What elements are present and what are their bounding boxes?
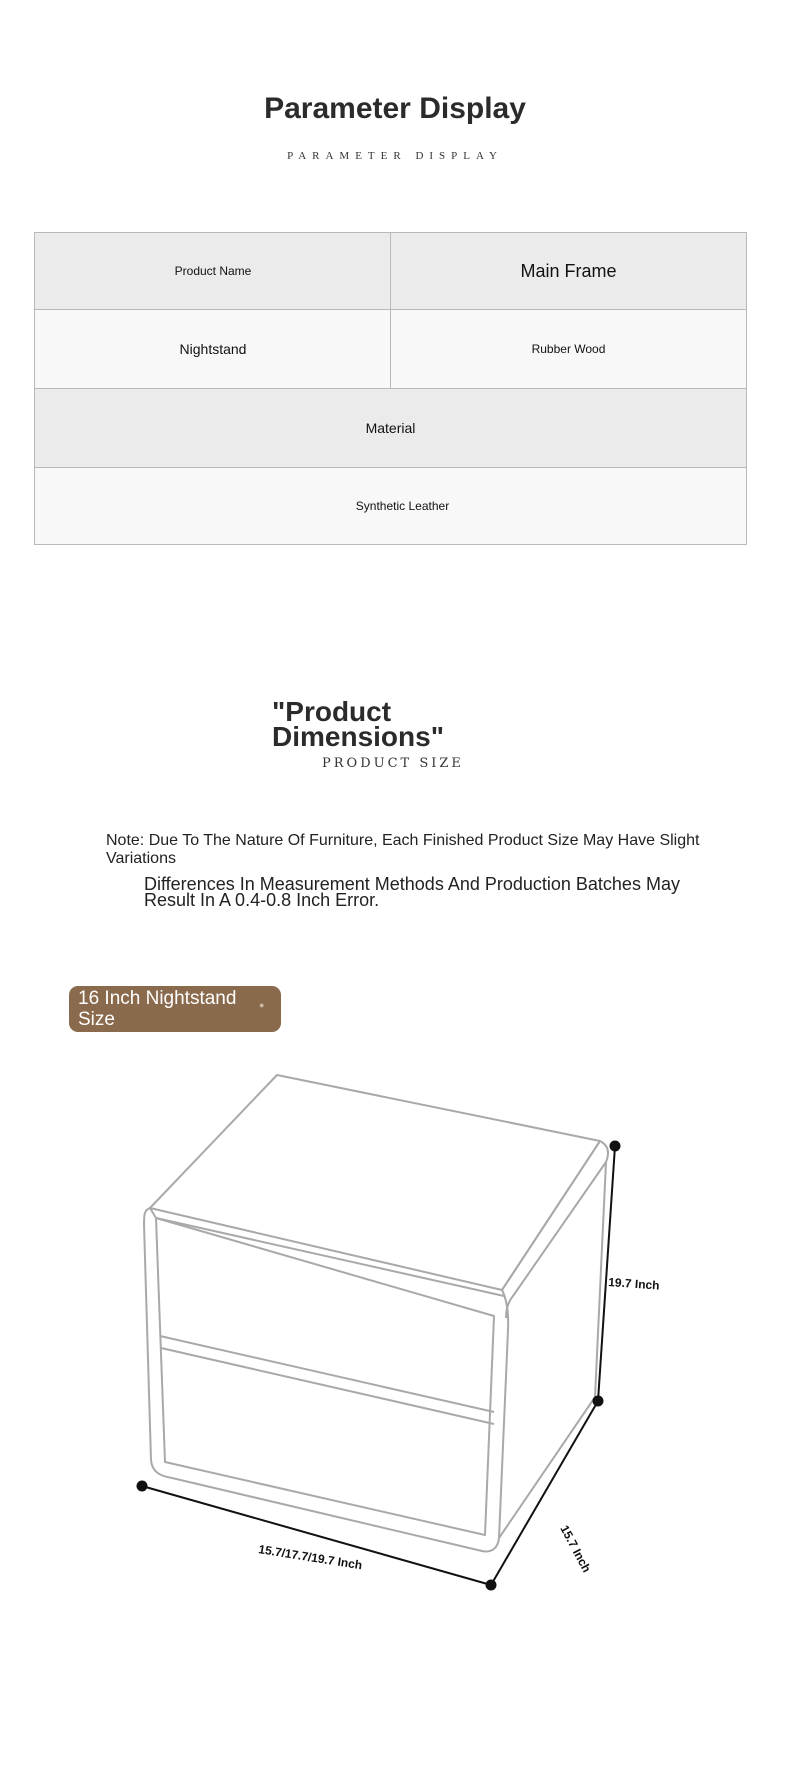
table-cell-product-name-label: Product Name <box>35 233 391 309</box>
parameter-table <box>34 232 747 545</box>
furniture-size-note: Note: Due To The Nature Of Furniture, Each Finished Product Size May Have Slight Variations <box>106 832 700 867</box>
table-cell-material-value: Synthetic Leather <box>35 468 746 544</box>
dimension-endpoint-dot <box>486 1580 497 1591</box>
parameter-display-subtitle: PARAMETER DISPLAY <box>287 150 503 162</box>
nightstand-front-inner <box>156 1218 494 1535</box>
nightstand-top <box>150 1075 600 1290</box>
drawer-divider-lower <box>161 1348 494 1424</box>
parameter-display-title: Parameter Display <box>264 92 526 125</box>
size-badge-label: 16 Inch Nightstand Size <box>78 988 237 1030</box>
nightstand-side-front <box>506 1141 608 1318</box>
dimension-endpoints <box>137 1141 621 1591</box>
width-dimension-line <box>142 1486 491 1585</box>
table-cell-main-frame-value: Rubber Wood <box>391 310 746 388</box>
dimension-lines <box>142 1146 615 1585</box>
product-dimensions-title: "Product Dimensions" <box>272 696 444 752</box>
nightstand-outline <box>144 1075 608 1551</box>
dimension-endpoint-dot <box>137 1481 148 1492</box>
dimension-endpoint-dot <box>593 1396 604 1407</box>
nightstand-front-outer <box>144 1208 508 1551</box>
nightstand-dimension-diagram <box>0 1060 790 1620</box>
height-dimension-label: 19.7 Inch <box>607 1275 661 1293</box>
table-cell-main-frame-label: Main Frame <box>391 233 746 309</box>
table-divider <box>390 233 391 388</box>
depth-dimension-label: 15.7 Inch <box>557 1522 594 1575</box>
nightstand-side-back <box>499 1162 606 1538</box>
table-cell-material-label: Material <box>35 389 746 467</box>
table-cell-product-name-value: Nightstand <box>35 310 391 388</box>
dimension-endpoint-dot <box>610 1141 621 1152</box>
measurement-error-note: Differences In Measurement Methods And Production Batches May Result In A 0.4-0.8 Inch Error. <box>144 874 680 910</box>
size-badge <box>69 986 281 1032</box>
nightstand-side-top-edge <box>502 1141 600 1290</box>
width-dimension-label: 15.7/17.7/19.7 Inch <box>257 1542 364 1573</box>
product-dimensions-subtitle: PRODUCT SIZE <box>322 756 464 771</box>
table-divider <box>35 388 746 389</box>
drawer-divider-upper <box>160 1336 494 1412</box>
table-divider <box>35 467 746 468</box>
badge-dot-icon: ● <box>259 1000 265 1010</box>
drawer-top-line <box>156 1218 504 1296</box>
